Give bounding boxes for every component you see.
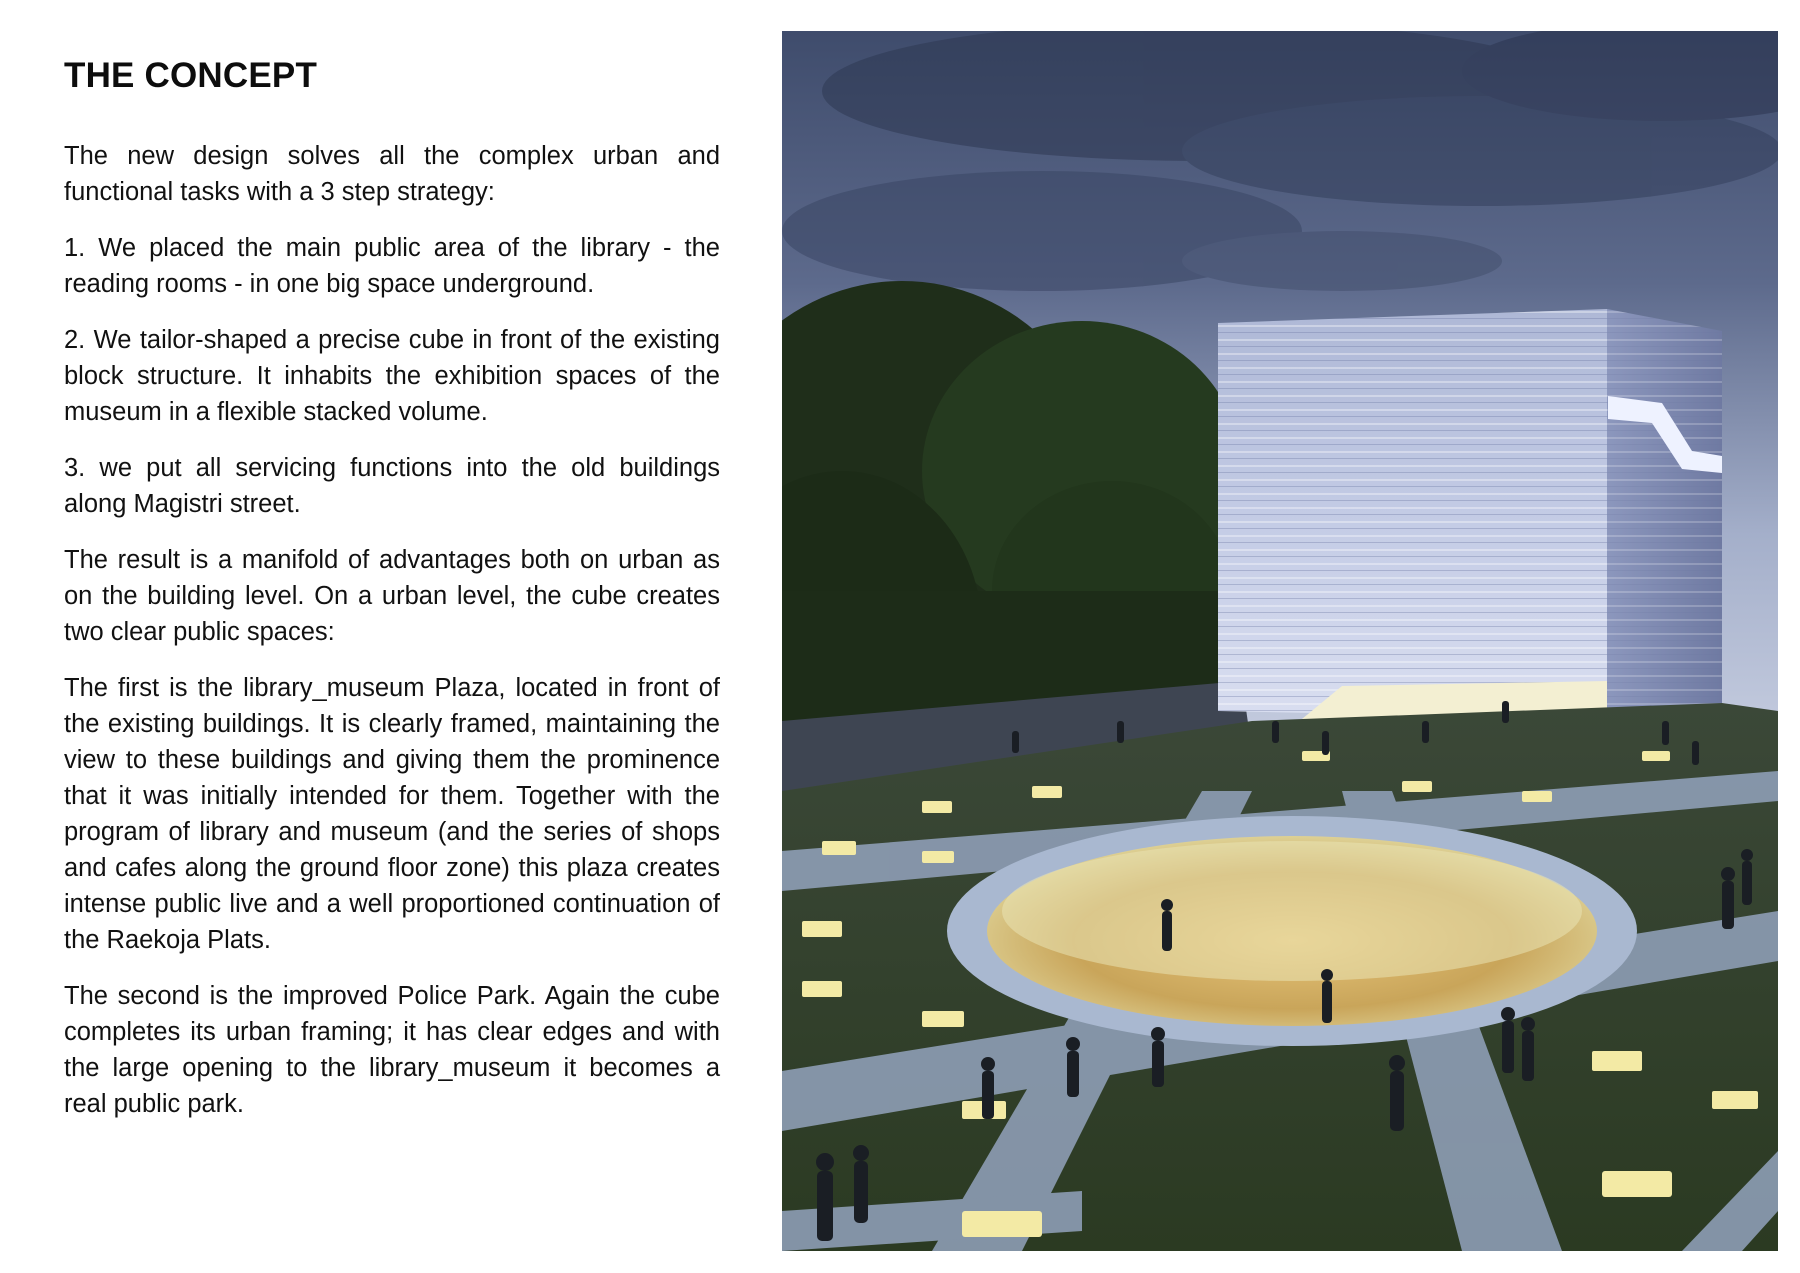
cube-building	[1218, 309, 1722, 719]
paragraph-step-2: 2. We tailor-shaped a precise cube in front of the existing block structure. It inhabits the exhibition spaces of the museum in a flexible stacked volume.	[64, 326, 720, 426]
paragraph-result: The result is a manifold of advantages both on urban as on the building level. On a urban level, the cube creates two clear public spaces:	[64, 546, 720, 646]
paragraph-second-space: The second is the improved Police Park. Again the cube completes its urban framing; it has clear edges and with the large opening to the library_museum it becomes a real public park.	[64, 982, 720, 1118]
paragraph-step-3: 3. we put all servicing functions into the old buildings along Magistri street.	[64, 454, 720, 518]
page-title: THE CONCEPT	[64, 56, 318, 95]
paragraph-intro: The new design solves all the complex urban and functional tasks with a 3 step strategy:	[64, 142, 720, 206]
concept-text-column	[64, 56, 720, 1142]
paragraph-first-space: The first is the library_museum Plaza, located in front of the existing buildings. It is clearly framed, maintaining the view to these buildings and giving them the prominence that it was initially intended for them. Together with the program of library and museum (and the series of shops and cafes along the ground floor zone) this plaza creates intense public live and a well proportioned continuation of the Raekoja Plats.	[64, 674, 720, 954]
architectural-rendering-image	[782, 31, 1778, 1251]
rendering-svg	[782, 31, 1778, 1251]
paragraph-step-1: 1. We placed the main public area of the library - the reading rooms - in one big space underground.	[64, 234, 720, 298]
sunken-courtyard	[947, 816, 1637, 1046]
